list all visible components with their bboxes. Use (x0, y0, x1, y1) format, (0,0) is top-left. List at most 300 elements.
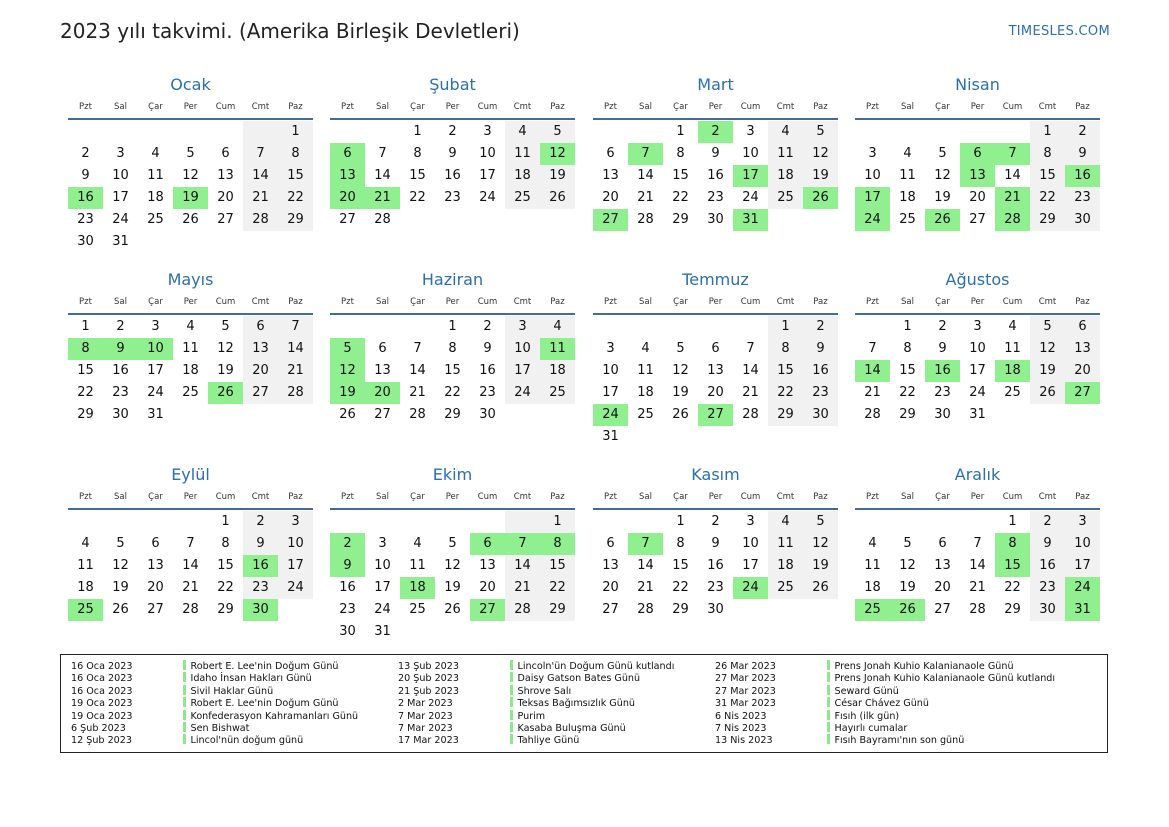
day-cell: 27 (593, 209, 628, 231)
weekday-label: Cum (477, 492, 498, 502)
day-cell: 15 (217, 558, 234, 573)
weekday-label: Pzt (604, 492, 617, 502)
empty-day-cell (103, 511, 138, 533)
holiday-entry (398, 685, 571, 697)
day-cell: 14 (182, 558, 199, 573)
day-cell: 29 (217, 602, 234, 617)
day-cell: 27 (339, 212, 356, 227)
weekday-label: Cmt (251, 102, 270, 112)
weekday-label: Cmt (1038, 297, 1057, 307)
weekday-label: Cmt (251, 492, 270, 502)
day-cell: 2 (243, 511, 278, 533)
day-cell: 20 (243, 360, 278, 382)
day-cell: 4 (81, 536, 90, 551)
day-cell: 8 (68, 338, 103, 360)
day-cell: 3 (116, 146, 125, 161)
day-cell: 2 (698, 121, 733, 143)
day-cell: 5 (676, 341, 685, 356)
day-cell: 12 (899, 558, 916, 573)
weekday-label: Cum (1002, 492, 1023, 502)
empty-day-cell (103, 121, 138, 143)
weekday-label: Cmt (776, 492, 795, 502)
day-cell: 25 (409, 602, 426, 617)
month-name: Kasım (691, 465, 740, 484)
day-cell: 26 (672, 407, 689, 422)
holiday-marker (183, 734, 186, 744)
month-name: Nisan (955, 75, 1000, 94)
day-cell: 5 (1030, 316, 1065, 338)
day-cell: 9 (711, 536, 720, 551)
empty-day-cell (628, 426, 663, 448)
month-rule (68, 508, 313, 510)
day-cell: 20 (479, 580, 496, 595)
day-cell: 10 (602, 363, 619, 378)
day-cell: 11 (864, 558, 881, 573)
day-cell: 15 (672, 558, 689, 573)
day-cell: 9 (330, 555, 365, 577)
day-cell: 1 (413, 124, 422, 139)
day-cell: 15 (672, 168, 689, 183)
day-cell: 22 (768, 382, 803, 404)
month-rule (855, 508, 1100, 510)
month-rule (68, 118, 313, 120)
day-cell: 30 (803, 404, 838, 426)
day-cell: 29 (672, 602, 689, 617)
empty-day-cell (400, 511, 435, 533)
weekday-label: Per (708, 102, 723, 112)
weekday-label: Sal (114, 102, 127, 112)
day-cell: 13 (602, 558, 619, 573)
month-name: Şubat (429, 75, 476, 94)
day-cell: 17 (855, 187, 890, 209)
empty-day-cell (278, 231, 313, 253)
day-cell: 16 (112, 363, 129, 378)
holiday-entry (715, 697, 929, 709)
day-cell: 24 (479, 190, 496, 205)
day-cell: 4 (1008, 319, 1017, 334)
day-cell: 22 (444, 385, 461, 400)
empty-day-cell (960, 511, 995, 533)
day-cell: 25 (768, 577, 803, 599)
day-cell: 16 (68, 187, 103, 209)
holiday-name: Konfederasyon Kahramanları Günü (190, 710, 359, 722)
day-cell: 18 (899, 190, 916, 205)
empty-day-cell (243, 404, 278, 426)
weekday-label: Sal (376, 297, 389, 307)
day-cell: 9 (448, 146, 457, 161)
day-cell: 1 (278, 121, 313, 143)
day-cell: 12 (444, 558, 461, 573)
day-cell: 5 (330, 338, 365, 360)
day-cell: 14 (278, 338, 313, 360)
day-cell: 19 (803, 165, 838, 187)
day-cell: 17 (733, 165, 768, 187)
empty-day-cell (628, 316, 663, 338)
day-cell: 29 (278, 209, 313, 231)
day-cell: 13 (243, 338, 278, 360)
day-cell: 29 (899, 407, 916, 422)
day-cell: 13 (374, 363, 391, 378)
day-cell: 24 (505, 382, 540, 404)
weekday-label: Pzt (341, 297, 354, 307)
day-cell: 31 (147, 407, 164, 422)
day-cell: 6 (243, 316, 278, 338)
day-cell: 5 (448, 536, 457, 551)
holiday-name: Shrove Salı (517, 685, 572, 697)
day-cell: 24 (969, 385, 986, 400)
month-block (855, 464, 1100, 621)
day-cell: 27 (602, 602, 619, 617)
empty-day-cell (628, 511, 663, 533)
weekday-label: Sal (114, 297, 127, 307)
day-cell: 31 (733, 209, 768, 231)
day-cell: 9 (711, 146, 720, 161)
day-cell: 30 (339, 624, 356, 639)
day-cell: 10 (969, 341, 986, 356)
day-cell: 3 (483, 124, 492, 139)
day-grid (855, 511, 1100, 621)
holiday-date: 7 Mar 2023 (398, 723, 453, 734)
day-cell: 7 (628, 143, 663, 165)
holiday-date: 21 Şub 2023 (398, 685, 459, 697)
weekday-label: Pzt (866, 297, 879, 307)
day-cell: 29 (444, 407, 461, 422)
holiday-date: 7 Mar 2023 (398, 710, 453, 722)
holiday-marker (827, 660, 830, 670)
day-cell: 5 (803, 511, 838, 533)
month-rule (330, 508, 575, 510)
empty-day-cell (470, 511, 505, 533)
holiday-date: 27 Mar 2023 (715, 685, 776, 697)
holiday-marker (510, 710, 513, 720)
weekday-header (330, 100, 575, 114)
holiday-date: 19 Oca 2023 (71, 710, 133, 722)
day-cell: 15 (995, 555, 1030, 577)
empty-day-cell (208, 404, 243, 426)
day-cell: 24 (278, 577, 313, 599)
empty-day-cell (400, 621, 435, 643)
day-cell: 26 (339, 407, 356, 422)
site-link[interactable]: TIMESLES.COM (1008, 24, 1110, 39)
empty-day-cell (243, 121, 278, 143)
day-cell: 18 (147, 190, 164, 205)
day-cell: 16 (707, 168, 724, 183)
month-rule (330, 118, 575, 120)
empty-day-cell (593, 121, 628, 143)
weekday-label: Pzt (604, 297, 617, 307)
day-cell: 13 (217, 168, 234, 183)
day-cell: 3 (505, 316, 540, 338)
day-cell: 30 (1065, 209, 1100, 231)
day-cell: 26 (540, 187, 575, 209)
holiday-marker (510, 722, 513, 732)
empty-day-cell (173, 511, 208, 533)
day-cell: 14 (243, 165, 278, 187)
empty-day-cell (593, 511, 628, 533)
day-cell: 9 (1065, 143, 1100, 165)
day-cell: 16 (1065, 165, 1100, 187)
day-cell: 16 (707, 558, 724, 573)
weekday-label: Cum (740, 297, 761, 307)
day-cell: 7 (746, 341, 755, 356)
month-rule (593, 313, 838, 315)
day-cell: 10 (479, 146, 496, 161)
day-cell: 14 (505, 555, 540, 577)
weekday-label: Cmt (1038, 102, 1057, 112)
day-cell: 21 (995, 187, 1030, 209)
day-cell: 13 (479, 558, 496, 573)
day-cell: 16 (339, 580, 356, 595)
weekday-label: Paz (813, 297, 828, 307)
day-cell: 30 (707, 602, 724, 617)
day-cell: 9 (938, 341, 947, 356)
day-cell: 8 (768, 338, 803, 360)
weekday-label: Paz (550, 297, 565, 307)
day-cell: 7 (868, 341, 877, 356)
day-cell: 27 (934, 602, 951, 617)
empty-day-cell (138, 231, 173, 253)
day-cell: 1 (768, 316, 803, 338)
day-cell: 18 (505, 165, 540, 187)
day-cell: 13 (330, 165, 365, 187)
holiday-marker (183, 660, 186, 670)
weekday-label: Çar (673, 102, 688, 112)
holiday-entry (71, 722, 249, 734)
day-cell: 24 (733, 577, 768, 599)
weekday-label: Sal (901, 102, 914, 112)
month-rule (855, 118, 1100, 120)
day-cell: 30 (1030, 599, 1065, 621)
day-cell: 13 (602, 168, 619, 183)
empty-day-cell (470, 209, 505, 231)
day-cell: 12 (217, 341, 234, 356)
day-cell: 26 (208, 382, 243, 404)
holiday-name: Lincoln'ün Doğum Günü kutlandı (517, 661, 675, 672)
day-cell: 28 (182, 602, 199, 617)
day-cell: 4 (768, 511, 803, 533)
weekday-header (855, 295, 1100, 309)
day-cell: 20 (1065, 360, 1100, 382)
day-cell: 27 (470, 599, 505, 621)
day-cell: 24 (147, 385, 164, 400)
empty-day-cell (855, 121, 890, 143)
holiday-entry (71, 710, 358, 722)
day-cell: 1 (540, 511, 575, 533)
day-cell: 27 (147, 602, 164, 617)
day-cell: 11 (77, 558, 94, 573)
empty-day-cell (330, 511, 365, 533)
day-cell: 12 (112, 558, 129, 573)
day-cell: 3 (746, 514, 755, 529)
empty-day-cell (173, 404, 208, 426)
day-cell: 12 (934, 168, 951, 183)
day-cell: 6 (151, 536, 160, 551)
month-block (68, 464, 313, 621)
day-cell: 4 (413, 536, 422, 551)
day-cell: 10 (278, 533, 313, 555)
day-cell: 9 (81, 168, 90, 183)
day-cell: 23 (339, 602, 356, 617)
holiday-name: Robert E. Lee'nin Doğum Günü (190, 698, 339, 710)
day-cell: 27 (217, 212, 234, 227)
month-rule (593, 508, 838, 510)
day-cell: 13 (1065, 338, 1100, 360)
month-rule (330, 313, 575, 315)
day-cell: 9 (103, 338, 138, 360)
day-cell: 25 (505, 187, 540, 209)
holiday-entry (398, 660, 674, 672)
day-cell: 10 (1065, 533, 1100, 555)
day-cell: 11 (540, 338, 575, 360)
day-cell: 10 (374, 558, 391, 573)
weekday-label: Cum (1002, 297, 1023, 307)
day-cell: 16 (479, 363, 496, 378)
day-cell: 1 (903, 319, 912, 334)
empty-day-cell (138, 511, 173, 533)
day-cell: 8 (903, 341, 912, 356)
day-cell: 28 (742, 407, 759, 422)
holiday-name: Kasaba Buluşma Günü (517, 723, 626, 734)
empty-day-cell (733, 426, 768, 448)
holiday-entry (715, 672, 1055, 684)
day-cell: 6 (1065, 316, 1100, 338)
holiday-marker (827, 685, 830, 695)
month-name: Eylül (171, 465, 210, 484)
month-block (330, 269, 575, 426)
day-cell: 17 (112, 190, 129, 205)
empty-day-cell (505, 621, 540, 643)
weekday-label: Çar (410, 492, 425, 502)
holiday-marker (510, 734, 513, 744)
month-name: Ağustos (945, 270, 1010, 289)
day-cell: 17 (505, 360, 540, 382)
day-cell: 14 (374, 168, 391, 183)
weekday-label: Per (708, 297, 723, 307)
day-cell: 23 (77, 212, 94, 227)
day-cell: 25 (147, 212, 164, 227)
day-cell: 14 (409, 363, 426, 378)
month-block (593, 464, 838, 621)
day-cell: 8 (540, 533, 575, 555)
day-cell: 9 (483, 341, 492, 356)
day-cell: 7 (973, 536, 982, 551)
day-cell: 24 (1065, 577, 1100, 599)
day-cell: 12 (182, 168, 199, 183)
day-cell: 27 (698, 404, 733, 426)
day-cell: 28 (995, 209, 1030, 231)
day-cell: 1 (676, 514, 685, 529)
empty-day-cell (960, 121, 995, 143)
empty-day-cell (208, 121, 243, 143)
weekday-label: Cum (740, 492, 761, 502)
day-cell: 23 (707, 190, 724, 205)
day-cell: 22 (77, 385, 94, 400)
weekday-label: Cmt (513, 297, 532, 307)
day-cell: 3 (1065, 511, 1100, 533)
holiday-marker (510, 672, 513, 682)
holiday-entry (715, 685, 899, 697)
holiday-name: Prens Jonah Kuhio Kalanianaole Günü (834, 661, 1014, 672)
day-cell: 3 (278, 511, 313, 533)
holiday-entry (71, 697, 339, 709)
holiday-name: Sen Bishwat (190, 723, 250, 734)
day-cell: 12 (672, 363, 689, 378)
weekday-label: Per (445, 102, 460, 112)
day-cell: 6 (378, 341, 387, 356)
day-cell: 19 (803, 555, 838, 577)
day-cell: 23 (444, 190, 461, 205)
day-grid (330, 511, 575, 643)
day-cell: 27 (1065, 382, 1100, 404)
day-cell: 19 (444, 580, 461, 595)
day-cell: 2 (330, 533, 365, 555)
day-cell: 31 (1065, 599, 1100, 621)
day-cell: 15 (278, 165, 313, 187)
day-cell: 16 (444, 168, 461, 183)
day-cell: 29 (77, 407, 94, 422)
day-cell: 7 (378, 146, 387, 161)
weekday-label: Çar (673, 297, 688, 307)
day-cell: 12 (803, 533, 838, 555)
day-cell: 12 (803, 143, 838, 165)
day-cell: 25 (768, 187, 803, 209)
month-block (593, 269, 838, 448)
holiday-date: 19 Oca 2023 (71, 698, 133, 710)
day-cell: 24 (593, 404, 628, 426)
day-cell: 30 (243, 599, 278, 621)
day-cell: 4 (540, 316, 575, 338)
day-cell: 6 (960, 143, 995, 165)
day-cell: 4 (186, 319, 195, 334)
day-cell: 20 (365, 382, 400, 404)
empty-day-cell (925, 121, 960, 143)
weekday-label: Cum (215, 102, 236, 112)
weekday-label: Cmt (513, 102, 532, 112)
day-cell: 11 (1004, 341, 1021, 356)
holiday-marker (827, 722, 830, 732)
holiday-entry (398, 722, 626, 734)
day-cell: 2 (711, 514, 720, 529)
day-cell: 11 (505, 143, 540, 165)
day-cell: 18 (768, 165, 803, 187)
weekday-label: Çar (148, 297, 163, 307)
holiday-entry (71, 685, 273, 697)
day-cell: 25 (540, 382, 575, 404)
day-cell: 28 (374, 212, 391, 227)
day-cell: 11 (637, 363, 654, 378)
day-cell: 19 (899, 580, 916, 595)
month-name: Ocak (170, 75, 211, 94)
day-cell: 26 (1030, 382, 1065, 404)
day-cell: 22 (278, 187, 313, 209)
month-block (330, 464, 575, 643)
holiday-date: 2 Mar 2023 (398, 698, 453, 710)
day-cell: 13 (147, 558, 164, 573)
holiday-name: Tahliye Günü (517, 735, 580, 747)
empty-day-cell (435, 511, 470, 533)
day-cell: 11 (899, 168, 916, 183)
day-cell: 2 (803, 316, 838, 338)
day-cell: 26 (803, 187, 838, 209)
day-cell: 23 (1030, 577, 1065, 599)
day-cell: 23 (112, 385, 129, 400)
day-cell: 27 (374, 407, 391, 422)
empty-day-cell (803, 599, 838, 621)
day-cell: 5 (938, 146, 947, 161)
holiday-name: Fısıh (ilk gün) (834, 710, 900, 722)
day-cell: 10 (505, 338, 540, 360)
holiday-entry (715, 710, 899, 722)
